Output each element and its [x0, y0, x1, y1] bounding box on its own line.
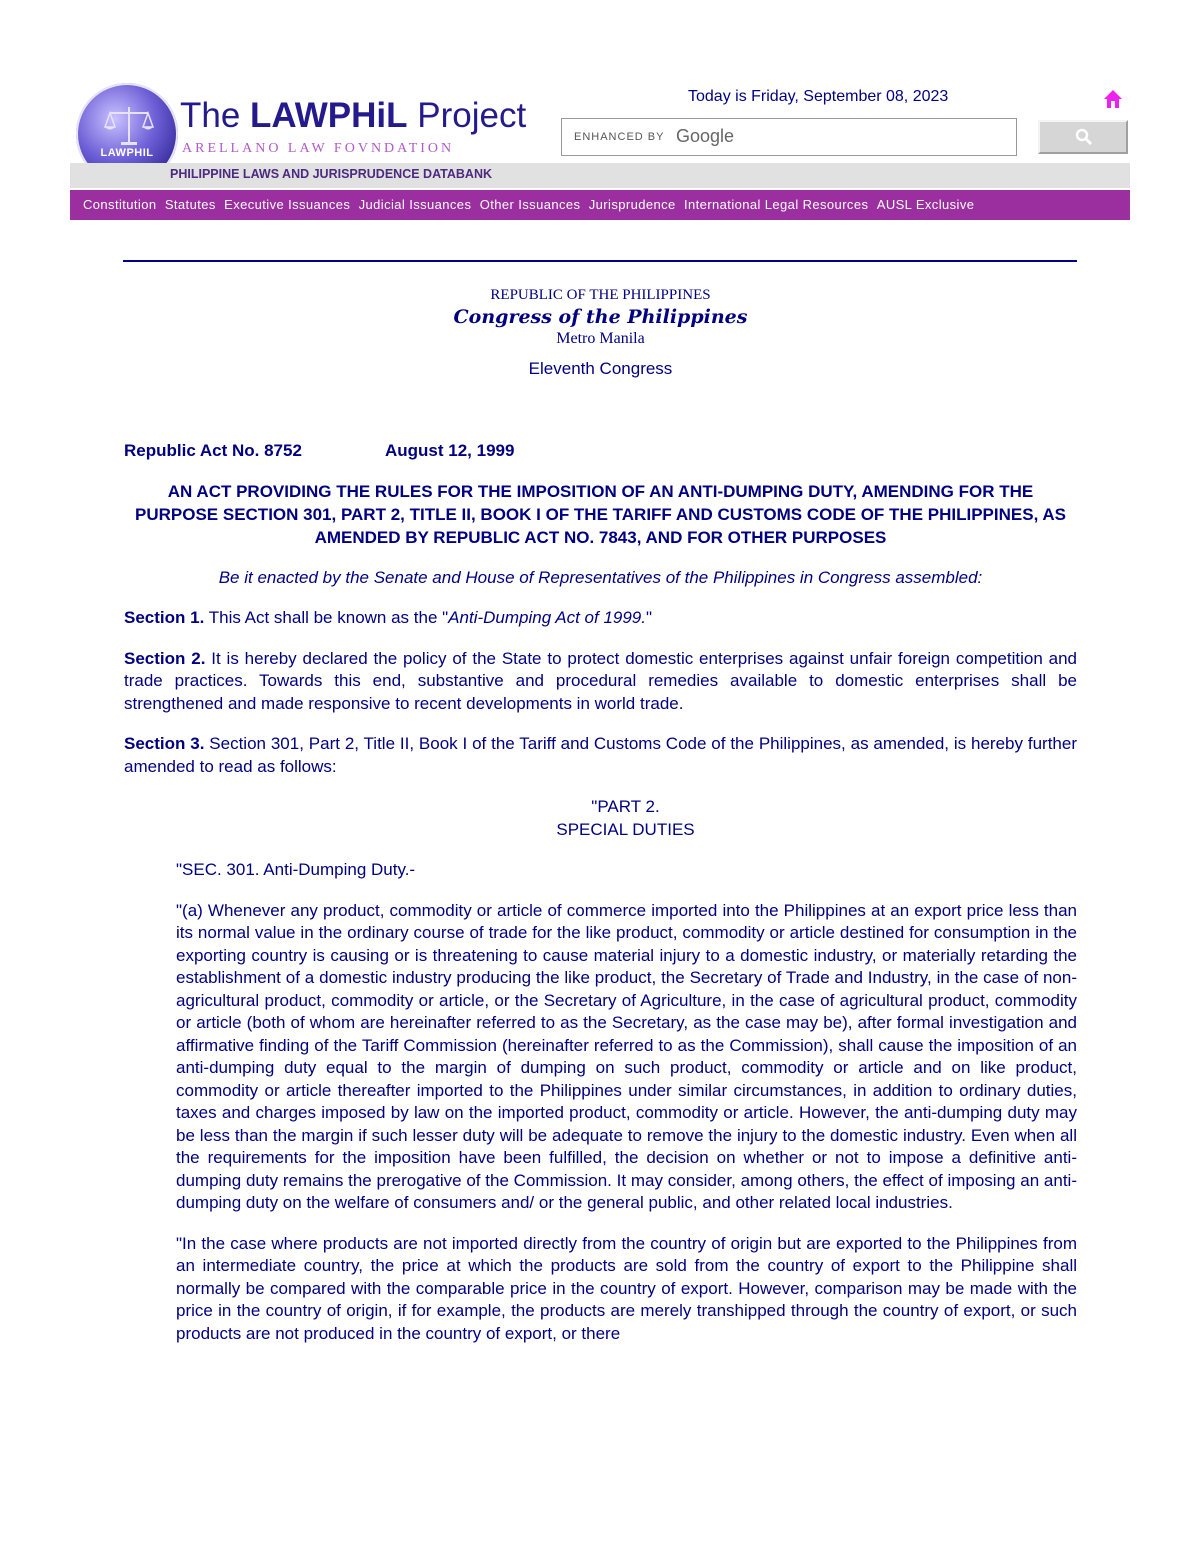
document-body — [124, 284, 1077, 1345]
search-enhanced-by: ENHANCED BY — [574, 131, 665, 143]
nav-other-issuances[interactable]: Other Issuances — [479, 197, 581, 212]
databank-bar — [70, 163, 1130, 188]
section-1-close: " — [645, 608, 653, 627]
horizontal-rule — [123, 260, 1077, 262]
paragraph-b: "In the case where products are not imported directly from the country of origin but are exported to the Philippines from an intermediate country, the price at which the products are sold from the country of export to the Philippine shall normally be compared with the comparable price in the country of export. However, comparison may be made with the price in the country of origin, if for example, the products are merely transhipped through the country of export, or such products are not produced in the country of export, or there — [176, 1233, 1077, 1343]
logo-badge-text: LAWPHIL — [100, 147, 154, 159]
search-icon — [1075, 128, 1093, 146]
today-date: Today is Friday, September 08, 2023 — [688, 88, 949, 105]
nav-statutes[interactable]: Statutes — [164, 197, 216, 212]
part-heading — [124, 796, 1077, 841]
nav-jurisprudence[interactable]: Jurisprudence — [588, 197, 676, 212]
republic-heading: REPUBLIC OF THE PHILIPPINES — [490, 287, 711, 303]
enacting-clause: Be it enacted by the Senate and House of Representatives of the Philippines in Congress assembled: — [218, 568, 983, 587]
metro-heading: Metro Manila — [556, 330, 645, 347]
search-input[interactable] — [561, 118, 1017, 156]
section-2-text: It is hereby declared the policy of the State to protect domestic enterprises against unfair foreign competition and trade practices. Towards this end, substantive and procedural remedies available to domestic enterprises shall be strengthened and made responsive to recent developments in world trade. — [124, 648, 1077, 713]
section-2-label: Section 2. — [124, 648, 206, 668]
act-number: Republic Act No. 8752 — [124, 441, 302, 460]
section-1 — [124, 607, 1077, 630]
search-button[interactable] — [1038, 120, 1128, 154]
nav-judicial-issuances[interactable]: Judicial Issuances — [358, 197, 472, 212]
section-1-label: Section 1. — [124, 608, 205, 627]
congress-heading: Congress of the Philippines — [453, 306, 748, 328]
nav-international-legal-resources[interactable]: International Legal Resources — [684, 197, 869, 212]
act-number-line — [124, 440, 1077, 462]
section-3-text: Section 301, Part 2, Title II, Book I of the Tariff and Customs Code of the Philippines, as amended, is hereby further amended to read as follows: — [124, 734, 1077, 776]
part-heading-line-1: "PART 2. — [591, 797, 660, 816]
databank-label: PHILIPPINE LAWS AND JURISPRUDENCE DATABANK — [170, 167, 493, 181]
section-3 — [124, 733, 1077, 778]
site-title-lawphil: LAWPHiL — [250, 96, 408, 135]
section-1-quote: Anti-Dumping Act of 1999. — [448, 608, 646, 627]
paragraph-a: "(a) Whenever any product, commodity or article of commerce imported into the Philippines at an export price less than its normal value in the ordinary course of trade for the like product, commodity or article destined for consumption in the exporting country is causing or is threatening to cause material injury to a domestic industry, or materially retarding the establishment of a domestic industry producing the like product, the Secretary of Trade and Industry, in the case of non-agricultural product, commodity or article, or the Secretary of Agriculture, in the case of agricultural product, commodity or article (both of whom are hereinafter referred to as the Secretary, as the case may be), after formal investigation and affirmative finding of the Tariff Commission (hereinafter referred to as the Commission), shall cause the imposition of an anti-dumping duty equal to the margin of dumping on such product, commodity or article and on like product, commodity or article thereafter imported to the Philippines under similar circumstances, in addition to ordinary duties, taxes and charges imposed by law on the imported product, commodity or article. However, the anti-dumping duty may be less than the margin if such lesser duty will be adequate to remove the injury to the domestic industry. Even when all the requirements for the imposition have been fulfilled, the decision on whether or not to impose a definitive anti-dumping duty remains the prerogative of the Commission. It may consider, among others, the effect of imposing an anti-dumping duty on the welfare of consumers and/ or the general public, and other related local industries. — [176, 900, 1077, 1212]
scales-of-justice-icon — [104, 103, 154, 147]
part-heading-line-2: SPECIAL DUTIES — [556, 819, 695, 839]
nav-executive-issuances[interactable]: Executive Issuances — [224, 197, 351, 212]
site-header — [70, 80, 1130, 220]
section-3-label: Section 3. — [124, 734, 205, 753]
amended-text — [124, 859, 1077, 1345]
site-title[interactable] — [180, 98, 526, 133]
section-2 — [124, 648, 1077, 716]
section-1-text: This Act shall be known as the " — [204, 608, 449, 627]
main-nav — [70, 190, 1130, 220]
home-icon[interactable] — [1102, 88, 1124, 110]
site-subtitle: ARELLANO LAW FOVNDATION — [182, 141, 455, 156]
act-title: AN ACT PROVIDING THE RULES FOR THE IMPOSITION OF AN ANTI-DUMPING DUTY, AMENDING FOR THE PURPOSE SECTION 301, PART 2, TITLE II, BOOK I OF THE TARIFF AND CUSTOMS CODE OF THE PHILIPPINES, AS AMENDED BY REPUBLIC ACT NO. 7843, AND FOR OTHER PURPOSES — [135, 482, 1066, 547]
nav-constitution[interactable]: Constitution — [83, 197, 157, 212]
congress-number: Eleventh Congress — [528, 359, 673, 378]
search-google-brand: Google — [676, 126, 735, 146]
nav-ausl-exclusive[interactable]: AUSL Exclusive — [876, 197, 975, 212]
site-title-project: Project — [407, 96, 527, 135]
site-title-the: The — [180, 96, 251, 135]
act-date: August 12, 1999 — [385, 441, 515, 460]
sec-301-heading: "SEC. 301. Anti-Dumping Duty.- — [176, 860, 416, 879]
